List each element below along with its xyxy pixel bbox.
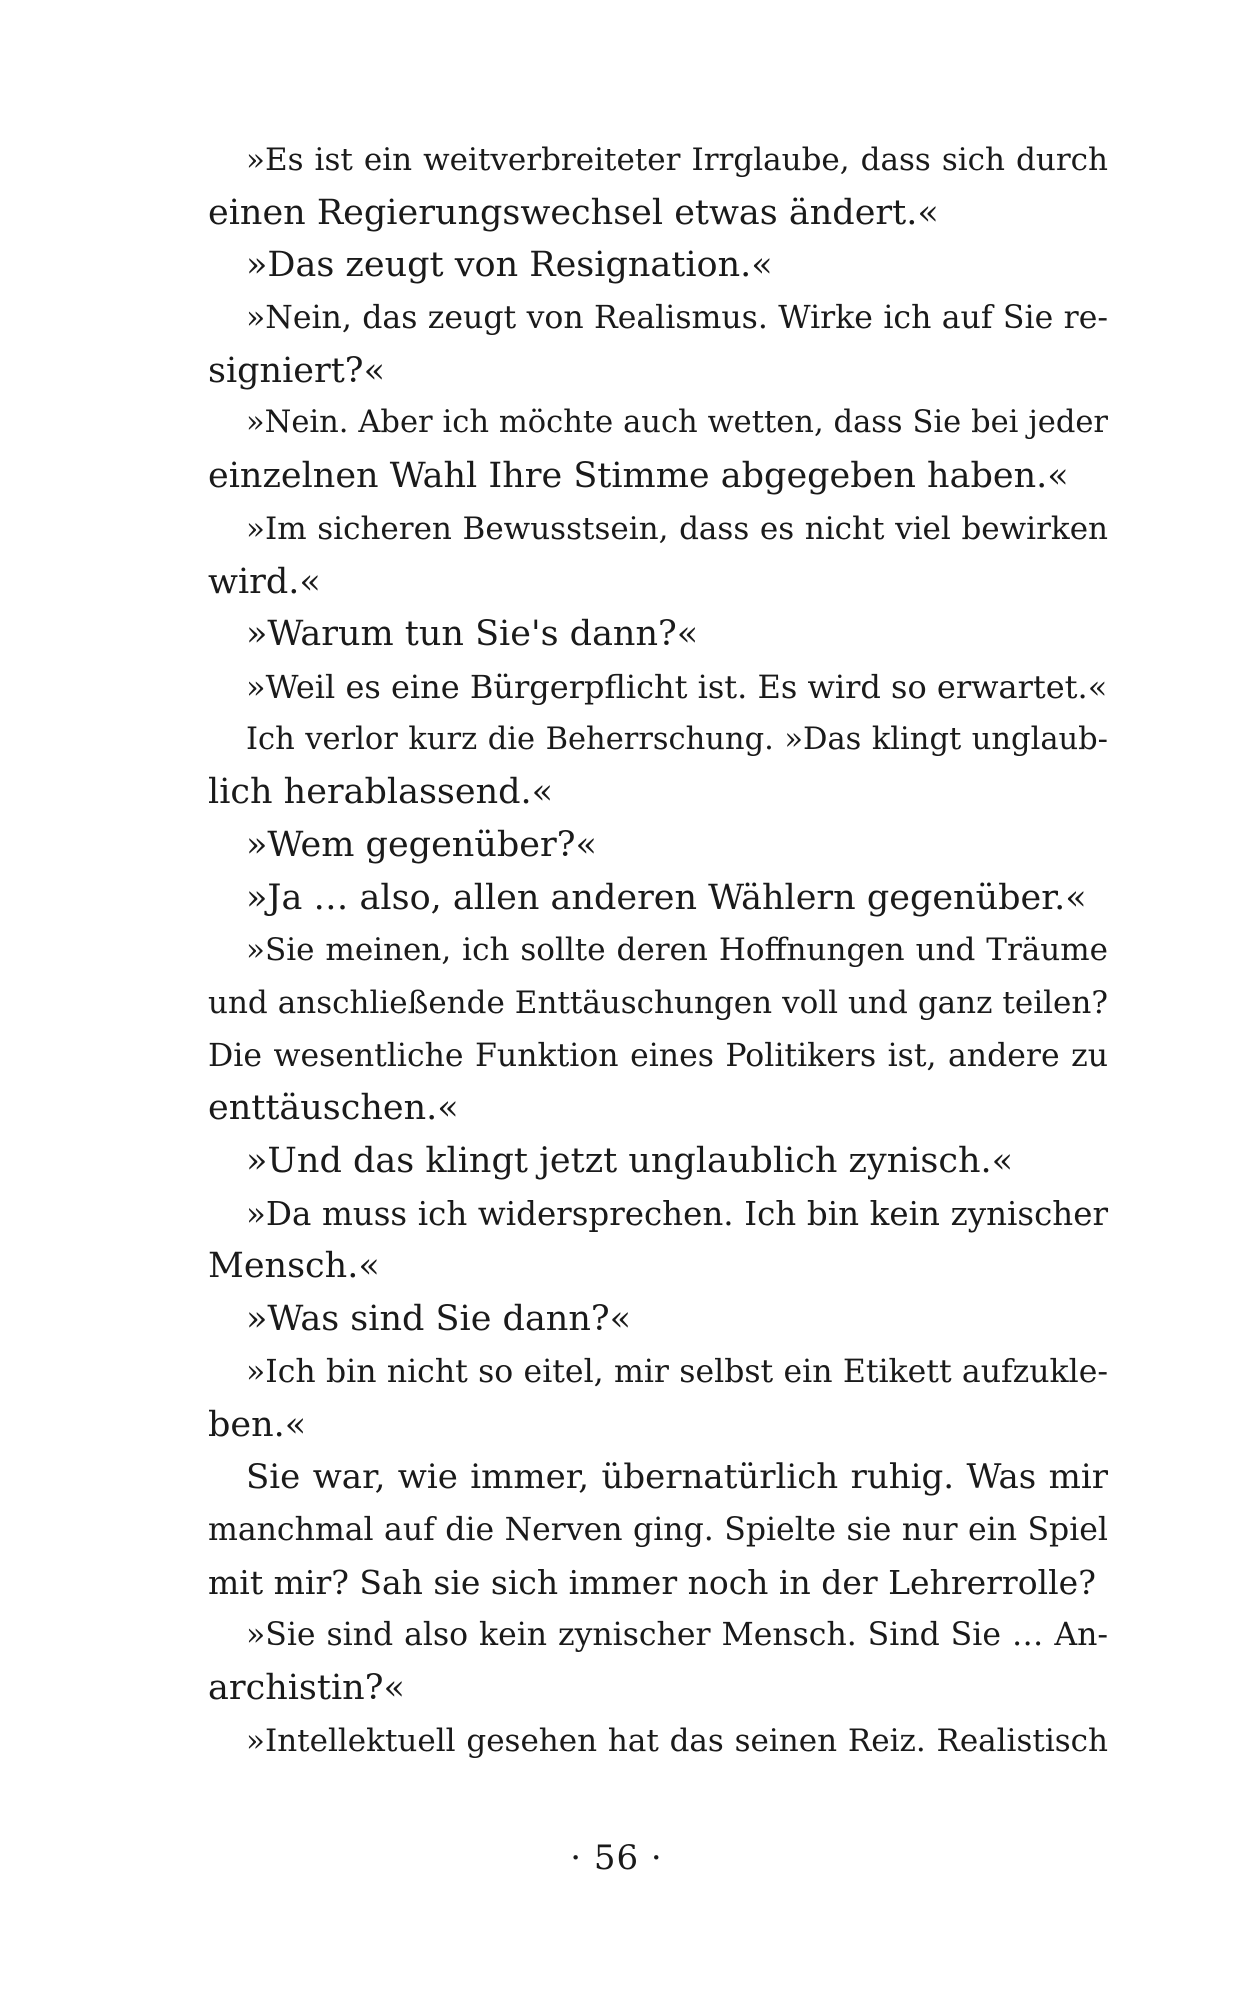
text-line: »Wem gegenüber?« (246, 824, 597, 865)
text-line: Die wesentliche Funktion eines Politikers ist, andere zu (208, 1037, 1108, 1074)
text-line: »Es ist ein weitverbreiteter Irrglaube, dass sich durch (246, 142, 1108, 178)
text-line: »Nein, das zeugt von Realismus. Wirke ich auf Sie re- (246, 300, 1108, 337)
text-line: »Und das klingt jetzt unglaublich zynisch.« (246, 1141, 1014, 1182)
text-line: wird.« (208, 561, 321, 602)
text-line: mit mir? Sah sie sich immer noch in der Lehrerrolle? (208, 1562, 1096, 1602)
text-line: Mensch.« (208, 1246, 380, 1287)
text-line: »Ja … also, allen anderen Wählern gegenüber.« (246, 877, 1087, 918)
text-line: »Da muss ich widersprechen. Ich bin kein zynischer (246, 1194, 1108, 1233)
text-line: »Das zeugt von Resignation.« (246, 245, 773, 286)
text-line: »Was sind Sie dann?« (246, 1299, 632, 1340)
text-line: »Sie meinen, ich sollte deren Hoffnungen und Träume (246, 932, 1108, 969)
text-line: lich herablassend.« (208, 772, 554, 813)
text-line: Ich verlor kurz die Beherrschung. »Das klingt unglaub- (246, 721, 1108, 757)
text-line: signiert?« (208, 350, 385, 391)
text-line: »Intellektuell gesehen hat das seinen Reiz. Realistisch (246, 1722, 1108, 1759)
text-line: »Sie sind also kein zynischer Mensch. Sind Sie … An- (246, 1617, 1108, 1654)
text-line: einzelnen Wahl Ihre Stimme abgegeben haben.« (208, 456, 1069, 497)
text-line: ben.« (208, 1404, 307, 1445)
text-line: manchmal auf die Nerven ging. Spielte sie nur ein Spiel (208, 1511, 1108, 1548)
text-line: »Weil es eine Bürgerpflicht ist. Es wird so erwartet.« (246, 667, 1108, 706)
text-line: Sie war, wie immer, übernatürlich ruhig. Was mir (246, 1457, 1108, 1498)
text-line: enttäuschen.« (208, 1088, 459, 1129)
body-text (208, 134, 1108, 1767)
text-line: »Warum tun Sie's dann?« (246, 614, 699, 655)
text-line: und anschließende Enttäuschungen voll und ganz teilen? (208, 985, 1108, 1021)
text-line: »Im sicheren Bewusstsein, dass es nicht viel bewirken (246, 510, 1108, 547)
text-line: »Ich bin nicht so eitel, mir selbst ein Etikett aufzukle- (246, 1353, 1108, 1390)
text-line: einen Regierungswechsel etwas ändert.« (208, 192, 939, 233)
page-number: · 56 · (570, 1838, 663, 1878)
text-line: archistin?« (208, 1667, 405, 1708)
text-line: »Nein. Aber ich möchte auch wetten, dass Sie bei jeder (246, 405, 1108, 441)
